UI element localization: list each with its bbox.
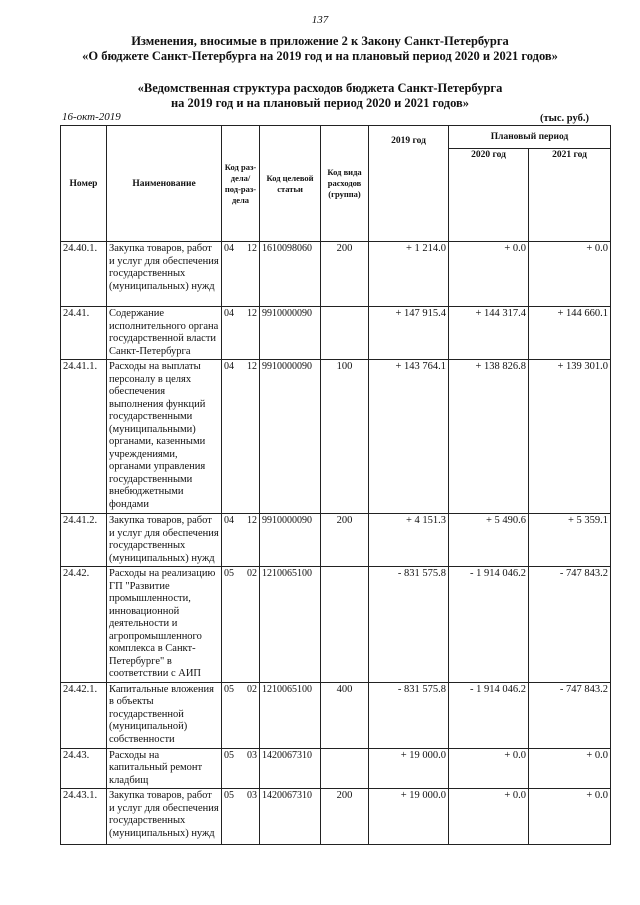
row-subsection: 02 (241, 567, 260, 683)
row-subsection: 12 (241, 307, 260, 360)
row-target-code: 1420067310 (260, 748, 321, 789)
document-title-line-1: Изменения, вносимые в приложение 2 к Закону Санкт-Петербурга (131, 34, 509, 48)
table-row (61, 748, 611, 789)
row-number: 24.41. (61, 307, 107, 360)
row-expense-type: 200 (321, 789, 369, 845)
row-value-2019: + 143 764.1 (369, 360, 449, 514)
row-subsection: 12 (241, 514, 260, 567)
col-header-2019: 2019 год (369, 126, 449, 242)
table-row (61, 360, 611, 514)
row-subsection: 12 (241, 360, 260, 514)
row-value-2019: + 147 915.4 (369, 307, 449, 360)
row-section: 04 (222, 307, 241, 360)
row-subsection: 12 (241, 242, 260, 307)
row-value-2021: + 144 660.1 (529, 307, 611, 360)
table-row (61, 682, 611, 748)
row-name: Закупка товаров, работ и услуг для обеспечения государственных (муниципальных) нужд (107, 242, 222, 307)
row-value-2021: + 139 301.0 (529, 360, 611, 514)
row-value-2020: - 1 914 046.2 (449, 567, 529, 683)
row-section: 04 (222, 514, 241, 567)
row-target-code: 9910000090 (260, 360, 321, 514)
row-name: Расходы на капитальный ремонт кладбищ (107, 748, 222, 789)
row-value-2020: + 0.0 (449, 242, 529, 307)
expenditure-table (60, 125, 611, 845)
row-name: Закупка товаров, работ и услуг для обеспечения государственных (муниципальных) нужд (107, 514, 222, 567)
row-number: 24.40.1. (61, 242, 107, 307)
row-number: 24.41.1. (61, 360, 107, 514)
document-title-line-4: на 2019 год и на плановый период 2020 и 2021 годов» (170, 96, 470, 110)
table-row (61, 567, 611, 683)
units-label: (тыс. руб.) (540, 113, 589, 124)
row-value-2021: + 0.0 (529, 242, 611, 307)
row-name: Закупка товаров, работ и услуг для обеспечения государственных (муниципальных) нужд (107, 789, 222, 845)
table-row (61, 307, 611, 360)
col-header-number: Номер (61, 126, 107, 242)
document-title-line-2: «О бюджете Санкт-Петербурга на 2019 год и на плановый период 2020 и 2021 годов» (82, 49, 558, 63)
row-subsection: 03 (241, 748, 260, 789)
col-header-planned-period: Плановый период (449, 126, 611, 149)
row-target-code: 1210065100 (260, 567, 321, 683)
row-value-2019: + 19 000.0 (369, 789, 449, 845)
row-target-code: 1210065100 (260, 682, 321, 748)
row-number: 24.41.2. (61, 514, 107, 567)
row-target-code: 9910000090 (260, 514, 321, 567)
row-value-2020: + 0.0 (449, 748, 529, 789)
row-name: Содержание исполнительного органа государственной власти Санкт-Петербурга (107, 307, 222, 360)
row-value-2020: + 5 490.6 (449, 514, 529, 567)
row-value-2020: + 0.0 (449, 789, 529, 845)
row-target-code: 9910000090 (260, 307, 321, 360)
col-header-section: Код раз-дела/ под-раз-дела (222, 126, 260, 242)
row-section: 05 (222, 748, 241, 789)
col-header-2021: 2021 год (529, 149, 611, 242)
row-value-2020: + 138 826.8 (449, 360, 529, 514)
row-value-2020: - 1 914 046.2 (449, 682, 529, 748)
row-expense-type (321, 307, 369, 360)
row-value-2021: + 0.0 (529, 748, 611, 789)
row-value-2019: + 1 214.0 (369, 242, 449, 307)
row-subsection: 03 (241, 789, 260, 845)
row-section: 05 (222, 682, 241, 748)
row-section: 04 (222, 242, 241, 307)
table-row (61, 789, 611, 845)
col-header-expense-type: Код вида расходов (группа) (321, 126, 369, 242)
page-number: 137 (311, 14, 329, 26)
col-header-2020: 2020 год (449, 149, 529, 242)
row-value-2021: + 5 359.1 (529, 514, 611, 567)
row-subsection: 02 (241, 682, 260, 748)
row-number: 24.43.1. (61, 789, 107, 845)
table-row (61, 242, 611, 307)
row-name: Капитальные вложения в объекты государственной (муниципальной) собственности (107, 682, 222, 748)
row-expense-type (321, 748, 369, 789)
col-header-name: Наименование (107, 126, 222, 242)
row-value-2021: - 747 843.2 (529, 567, 611, 683)
row-value-2020: + 144 317.4 (449, 307, 529, 360)
row-value-2019: + 19 000.0 (369, 748, 449, 789)
row-section: 05 (222, 567, 241, 683)
row-expense-type (321, 567, 369, 683)
document-date: 16-окт-2019 (62, 111, 121, 123)
row-expense-type: 400 (321, 682, 369, 748)
row-target-code: 1420067310 (260, 789, 321, 845)
row-name: Расходы на выплаты персоналу в целях обеспечения выполнения функций государственными (муниципальными) органами, казенными учреждениями, органами управления государственными внебюджетными фондами (107, 360, 222, 514)
col-header-target: Код целевой статьи (260, 126, 321, 242)
row-section: 04 (222, 360, 241, 514)
row-name: Расходы на реализацию ГП "Развитие промышленности, инновационной деятельности и агропромышленного комплекса в Санкт-Петербурге" в соответствии с АИП (107, 567, 222, 683)
row-value-2019: - 831 575.8 (369, 567, 449, 683)
row-value-2021: + 0.0 (529, 789, 611, 845)
row-expense-type: 200 (321, 514, 369, 567)
row-value-2021: - 747 843.2 (529, 682, 611, 748)
row-value-2019: + 4 151.3 (369, 514, 449, 567)
row-number: 24.42. (61, 567, 107, 683)
row-expense-type: 100 (321, 360, 369, 514)
row-value-2019: - 831 575.8 (369, 682, 449, 748)
row-number: 24.43. (61, 748, 107, 789)
document-title-line-3: «Ведомственная структура расходов бюджета Санкт-Петербурга (137, 81, 503, 95)
row-target-code: 1610098060 (260, 242, 321, 307)
row-expense-type: 200 (321, 242, 369, 307)
row-section: 05 (222, 789, 241, 845)
table-row (61, 514, 611, 567)
row-number: 24.42.1. (61, 682, 107, 748)
